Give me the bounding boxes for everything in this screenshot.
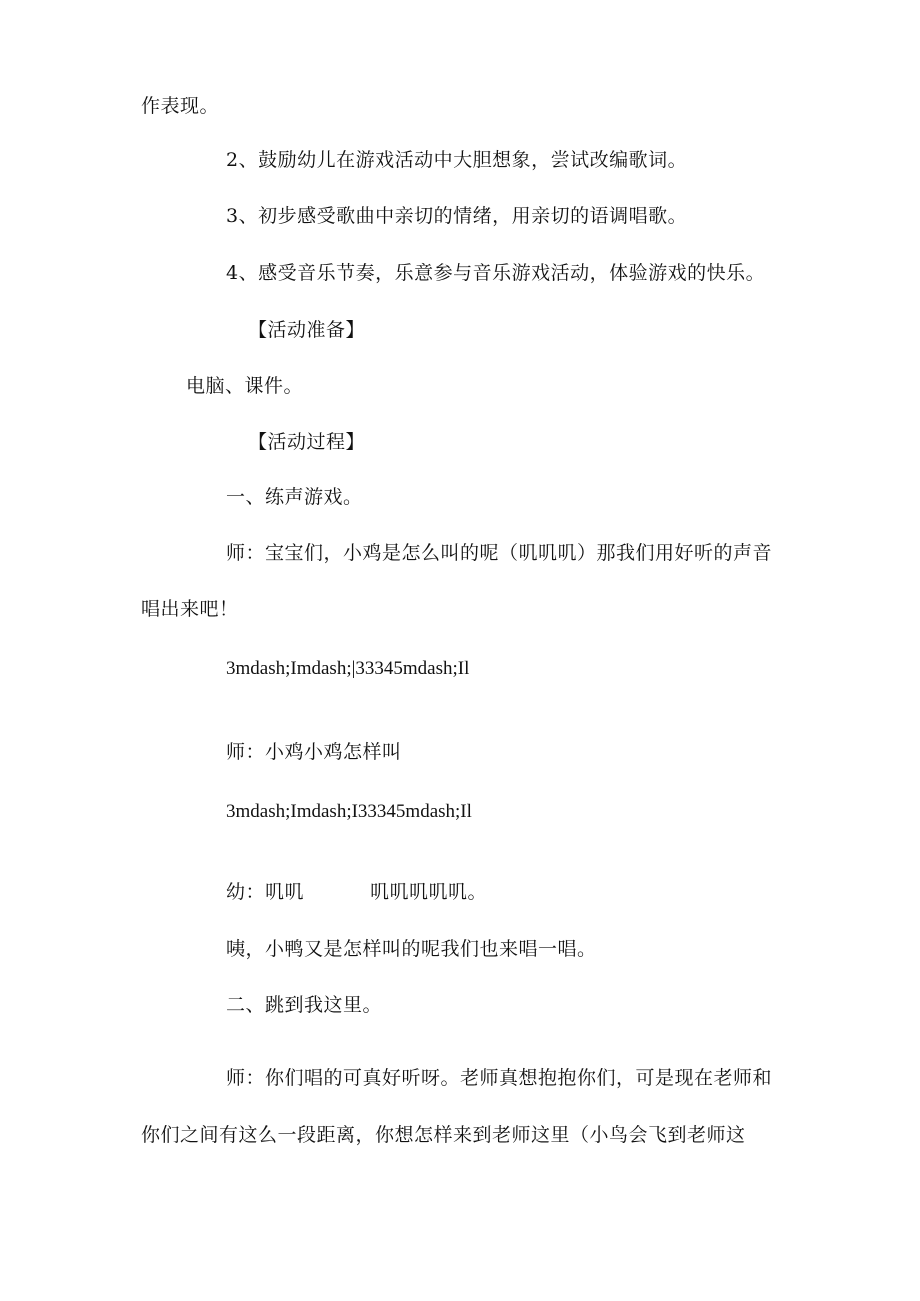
notation-line-2: 3mdash;Imdash;I33345mdash;Il	[226, 801, 472, 822]
text-line-continuation: 作表现。	[141, 95, 220, 117]
goal-item-2: 2、鼓励幼儿在游戏活动中大胆想象，尝试改编歌词。	[226, 149, 688, 171]
notation-line-1: 3mdash;Imdash;|33345mdash;Il	[226, 658, 470, 679]
preparation-materials: 电脑、课件。	[186, 375, 304, 397]
goal-item-3: 3、初步感受歌曲中亲切的情绪，用亲切的语调唱歌。	[226, 205, 688, 227]
teacher-line-2: 师：小鸡小鸡怎样叫	[226, 741, 402, 763]
narration-line: 咦，小鸭又是怎样叫的呢我们也来唱一唱。	[226, 938, 597, 960]
goal-item-4: 4、感受音乐节奏，乐意参与音乐游戏活动，体验游戏的快乐。	[226, 262, 766, 284]
child-line-part-1: 幼：叽叽	[226, 881, 305, 903]
teacher-line-3: 师：你们唱的可真好听呀。老师真想抱抱你们，可是现在老师和	[226, 1067, 773, 1089]
teacher-line-3-continued: 你们之间有这么一段距离，你想怎样来到老师这里（小鸟会飞到老师这	[141, 1124, 746, 1146]
child-line-part-2: 叽叽叽叽叽。	[370, 881, 488, 903]
section-heading-process: 【活动过程】	[248, 431, 366, 453]
step-heading-2: 二、跳到我这里。	[226, 994, 383, 1016]
step-heading-1: 一、练声游戏。	[226, 486, 363, 508]
teacher-line-1: 师：宝宝们，小鸡是怎么叫的呢（叽叽叽）那我们用好听的声音	[226, 542, 773, 564]
section-heading-preparation: 【活动准备】	[248, 319, 366, 341]
teacher-line-1-continued: 唱出来吧！	[141, 598, 239, 620]
